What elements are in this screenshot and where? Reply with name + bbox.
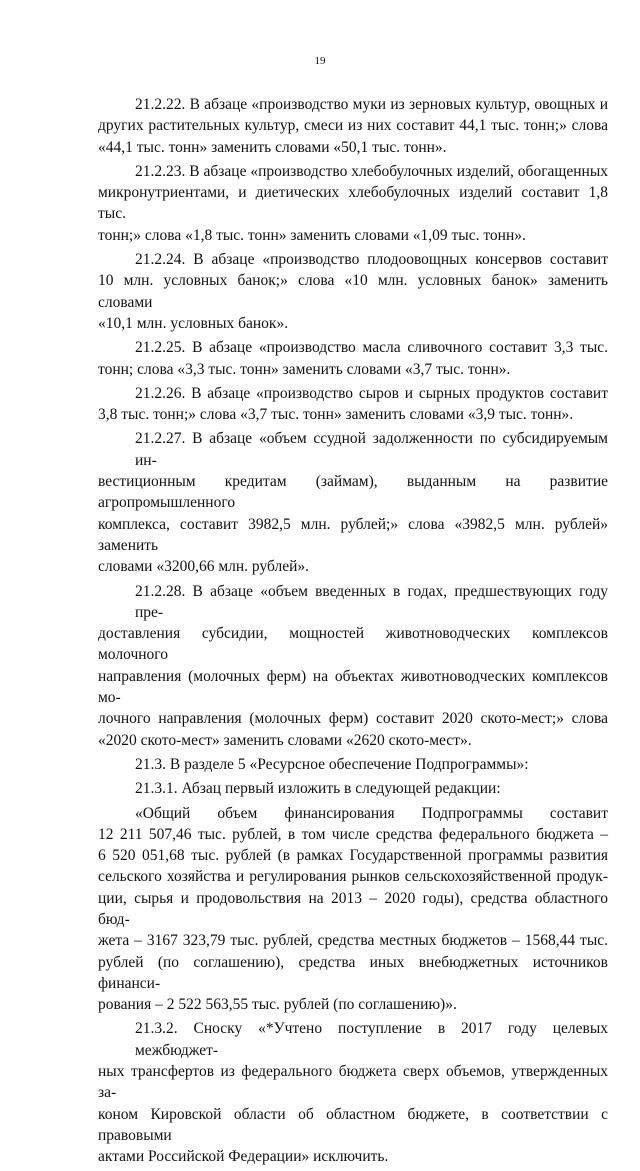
paragraph (98, 161, 608, 246)
text-line: 21.3. В разделе 5 «Ресурсное обеспечение Подпрограммы»: (135, 755, 529, 773)
text-line: ции, сырья и продовольствия на 2013 – 2020 годы), средства областного бюд- (98, 889, 608, 928)
text-line: доставления субсидии, мощностей животноводческих комплексов молочного (98, 625, 608, 664)
text-line: других растительных культур, смеси из них составит 44,1 тыс. тонн;» слова (98, 117, 608, 135)
document-body (98, 94, 608, 1171)
text-line: 21.2.24. В абзаце «производство плодоовощных консервов составит (135, 251, 608, 269)
paragraph (98, 1018, 608, 1167)
paragraph (98, 249, 608, 334)
text-line: 21.2.26. В абзаце «производство сыров и сырных продуктов составит (135, 384, 608, 402)
text-line: ных трансфертов из федерального бюджета сверх объемов, утвержденных за- (98, 1063, 608, 1102)
text-line: комплекса, составит 3982,5 млн. рублей;» слова «3982,5 млн. рублей» заменить (98, 515, 608, 554)
text-line: тонн;» слова «1,8 тыс. тонн» заменить словами «1,09 тыс. тонн». (98, 226, 526, 244)
text-line: микронутриентами, и диетических хлебобулочных изделий составит 1,8 тыс. (98, 184, 608, 223)
text-line: лочного направления (молочных ферм) составит 2020 ското-мест;» слова (98, 710, 608, 728)
page-number: 19 (314, 55, 326, 67)
text-line: рования – 2 522 563,55 тыс. рублей (по соглашению)». (98, 996, 457, 1014)
text-line: направления (молочных ферм) на объектах животноводческих комплексов мо- (98, 667, 608, 707)
paragraph (98, 428, 608, 577)
text-line: «Общий объем финансирования Подпрограммы составит (135, 804, 608, 822)
text-line: 21.2.22. В абзаце «производство муки из зерновых культур, овощных и (135, 96, 608, 113)
text-line: 21.3.1. Абзац первый изложить в следующей редакции: (135, 780, 501, 798)
text-line: вестиционным кредитам (займам), выданным на развитие агропромышленного (98, 473, 608, 512)
text-line: «10,1 млн. условных банок». (98, 314, 289, 332)
text-line: 21.2.25. В абзаце «производство масла сливочного составит 3,3 тыс. (135, 339, 608, 357)
text-line: 3,8 тыс. тонн;» слова «3,7 тыс. тонн» заменить словами «3,9 тыс. тонн». (98, 406, 574, 424)
text-line: словами «3200,66 млн. рублей». (98, 558, 310, 576)
text-line: коном Кировской области об областном бюджете, в соответствии с правовыми (98, 1105, 608, 1144)
text-line: рублей (по соглашению), средства иных внебюджетных источников финанси- (98, 953, 608, 992)
text-line: 21.3.2. Сноску «*Учтено поступление в 2017 году целевых межбюджет- (135, 1020, 608, 1059)
text-line: 12 211 507,46 тыс. рублей, в том числе средства федерального бюджета – (98, 825, 608, 843)
paragraph (98, 337, 608, 380)
text-line: актами Российской Федерации» исключить. (98, 1148, 389, 1166)
text-line: жета – 3167 323,79 тыс. рублей, средства местных бюджетов – 1568,44 тыс. (98, 932, 608, 950)
paragraph (98, 754, 608, 775)
text-line: «2020 ското-мест» заменить словами «2620 ското-мест». (98, 731, 472, 749)
paragraph (98, 383, 608, 426)
text-line: 10 млн. условных банок;» слова «10 млн. условных банок» заменить словами (98, 272, 608, 311)
paragraph (98, 581, 608, 751)
text-line: 21.2.27. В абзаце «объем ссудной задолженности по субсидируемым ин- (135, 430, 608, 469)
text-line: «44,1 тыс. тонн» заменить словами «50,1 тыс. тонн». (98, 138, 447, 156)
text-line: тонн; слова «3,3 тыс. тонн» заменить словами «3,7 тыс. тонн». (98, 360, 511, 378)
paragraph (98, 94, 608, 158)
text-line: сельского хозяйства и регулирования рынков сельскохозяйственной продук- (98, 868, 608, 886)
text-line: 21.2.28. В абзаце «объем введенных в годах, предшествующих году пре- (135, 582, 608, 621)
text-line: 21.2.23. В абзаце «производство хлебобулочных изделий, обогащенных (135, 162, 608, 180)
paragraph (98, 778, 608, 799)
text-line: 6 520 051,68 тыс. рублей (в рамках Государственной программы развития (98, 847, 608, 865)
paragraph (98, 803, 608, 1016)
